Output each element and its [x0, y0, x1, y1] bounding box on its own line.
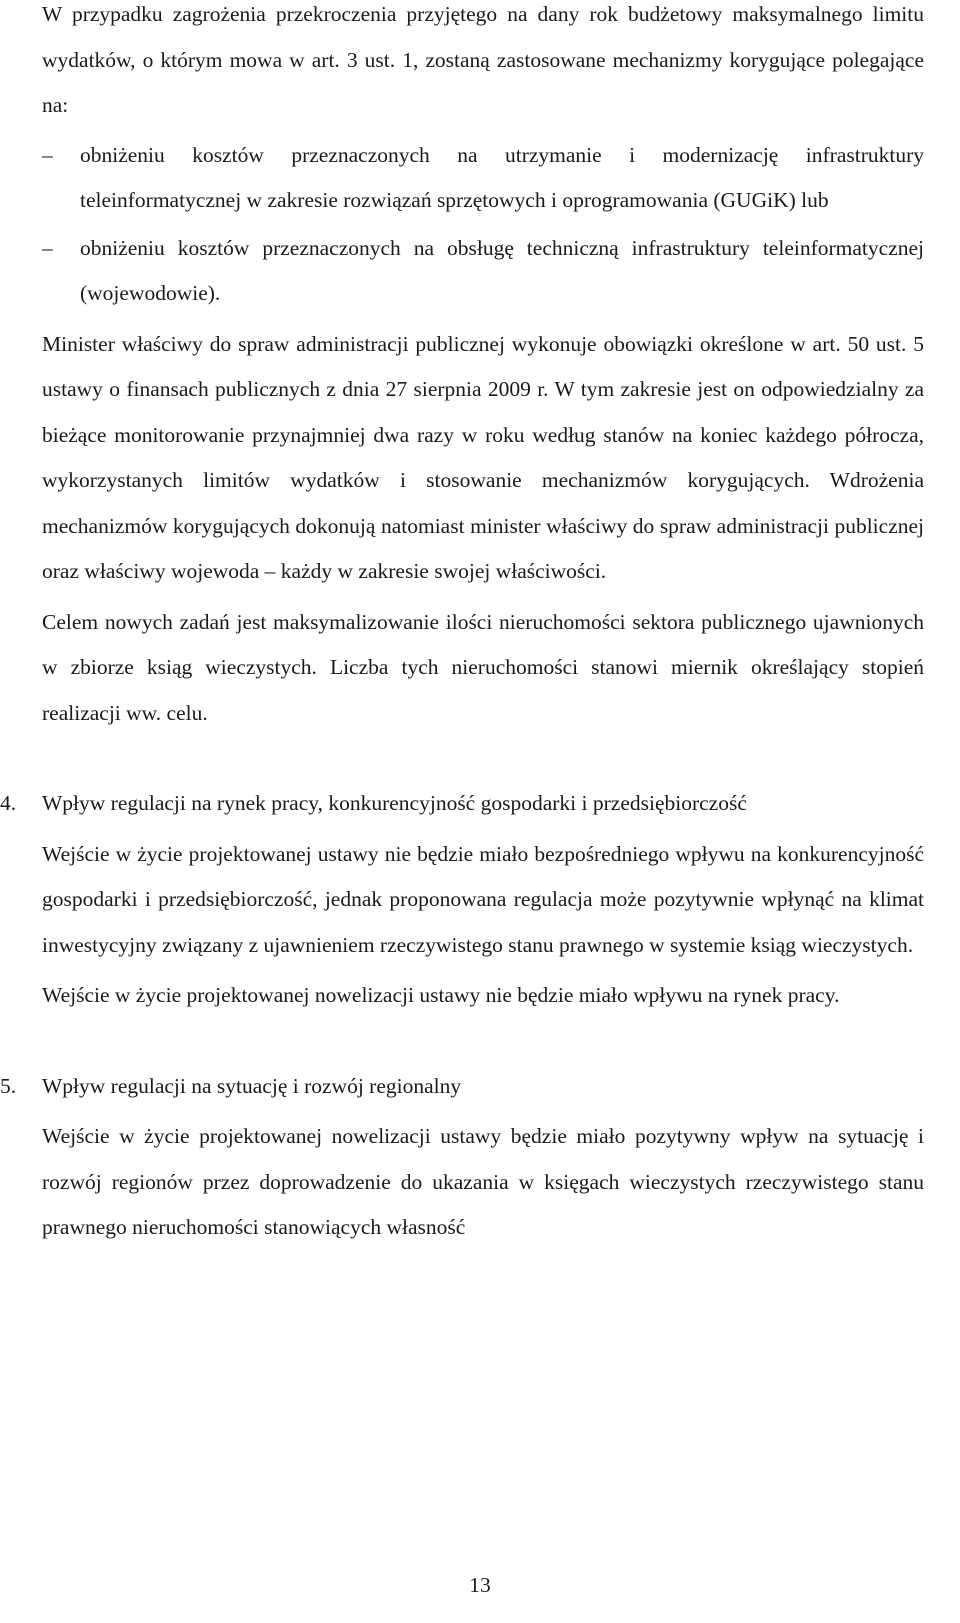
list-item [42, 226, 924, 317]
list-item-text: obniżeniu kosztów przeznaczonych na utrzymanie i modernizację infrastruktury teleinformatycznej w zakresie rozwiązań sprzętowych i oprogramowania (GUGiK) lub [80, 142, 924, 212]
dash-bullet: – [42, 235, 53, 260]
paragraph-competitiveness: Wejście w życie projektowanej ustawy nie będzie miało bezpośredniego wpływu na konkurencyjność gospodarki i przedsiębiorczość, jednak proponowana regulacja może pozytywnie wpłynąć na klimat inwestycyjny związany z ujawnieniem rzeczywistego stanu prawnego w systemie ksiąg wieczystych. [42, 841, 924, 957]
section-spacer [42, 736, 924, 781]
section-4-title: Wpływ regulacji na rynek pracy, konkurencyjność gospodarki i przedsiębiorczość [42, 791, 747, 815]
section-5-title: Wpływ regulacji na sytuację i rozwój regionalny [42, 1073, 462, 1098]
paragraph-labour-market: Wejście w życie projektowanej nowelizacji ustawy nie będzie miało wpływu na rynek pracy. [42, 983, 840, 1007]
section-5-number: 5. [0, 1073, 17, 1098]
paragraph-minister-duties: Minister właściwy do spraw administracji publicznej wykonuje obowiązki określone w art. 50 ust. 5 ustawy o finansach publicznych z dnia 27 sierpnia 2009 r. W tym zakresie jest on odpowiedzialny za bieżące monitorowanie przynajmniej dwa razy w roku według stanów na koniec każdego półrocza, wykorzystanych limitów wydatków i stosowanie mechanizmów korygujących. Wdrożenia mechanizmów korygujących dokonują natomiast minister właściwy do spraw administracji publicznej oraz właściwy wojewoda – każdy w zakresie swojej właściwości. [42, 331, 924, 583]
list-item-text: obniżeniu kosztów przeznaczonych na obsługę techniczną infrastruktury teleinformatycznej (wojewodowie). [80, 235, 924, 305]
corrective-mechanisms-list [42, 133, 924, 317]
paragraph-goals: Celem nowych zadań jest maksymalizowanie ilości nieruchomości sektora publicznego ujawnionych w zbiorze ksiąg wieczystych. Liczba tych nieruchomości stanowi miernik określający stopień realizacji ww. celu. [42, 609, 924, 725]
paragraph-regional-development: Wejście w życie projektowanej nowelizacji ustawy będzie miało pozytywny wpływ na sytuację i rozwój regionów przez doprowadzenie do ukazania w księgach wieczystych rzeczywistego stanu prawnego nieruchomości stanowiących własność [42, 1124, 924, 1239]
section-4-number: 4. [0, 791, 17, 815]
dash-bullet: – [42, 142, 53, 167]
section-spacer [42, 1019, 924, 1064]
page-number: 13 [469, 1573, 491, 1597]
paragraph-corrective-mechanisms: W przypadku zagrożenia przekroczenia przyjętego na dany rok budżetowy maksymalnego limitu wydatków, o którym mowa w art. 3 ust. 1, zostaną zastosowane mechanizmy korygujące polegające na: [42, 2, 924, 117]
list-item [42, 133, 924, 224]
section-4-heading [0, 781, 924, 827]
section-5-heading [0, 1064, 924, 1110]
